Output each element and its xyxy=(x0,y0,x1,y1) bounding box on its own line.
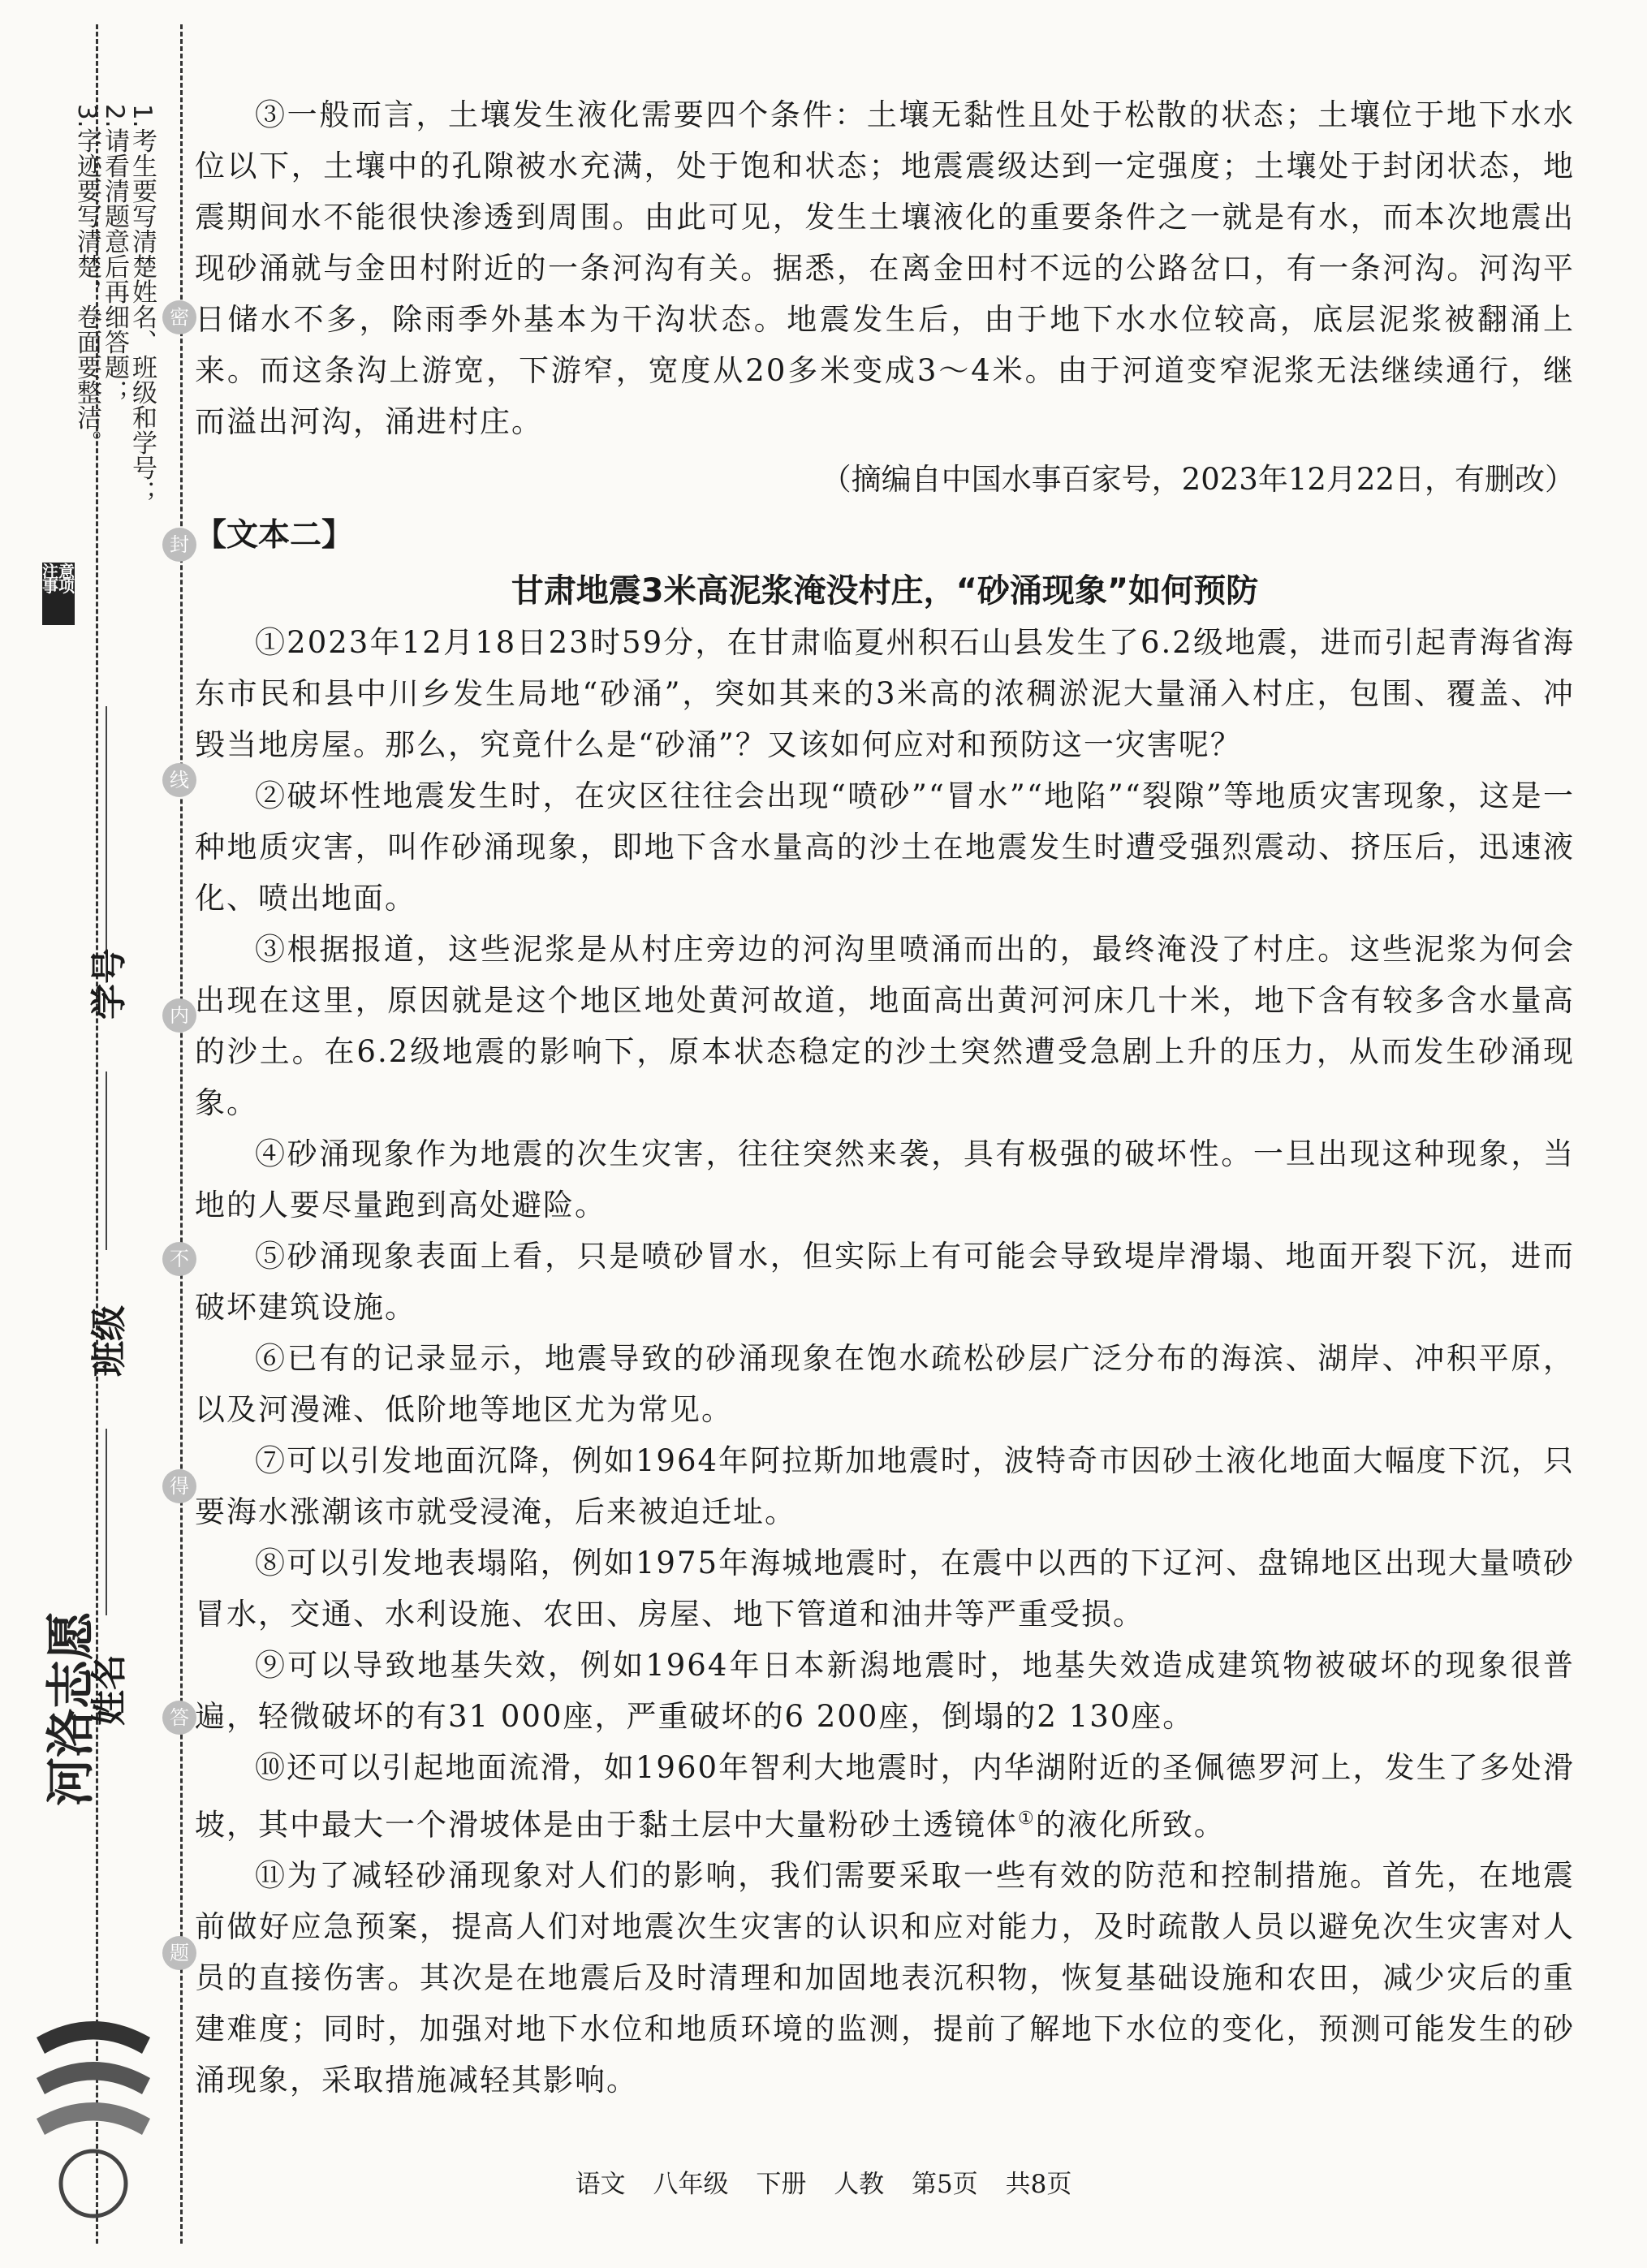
footer-edition: 人教 xyxy=(834,2170,885,2199)
seal-marker: 不 xyxy=(162,1242,196,1276)
footer-volume: 下册 xyxy=(756,2170,807,2199)
text1-source: （摘编自中国水事百家号，2023年12月22日，有删改） xyxy=(821,462,1575,497)
xingming-line xyxy=(106,1429,107,1615)
notice-text xyxy=(72,104,157,623)
seal-marker: 内 xyxy=(162,998,196,1033)
binding-margin xyxy=(0,0,191,2268)
footer-total: 共8页 xyxy=(1005,2170,1072,2199)
seal-marker: 答 xyxy=(162,1701,196,1735)
field-label-xuehao: 学号 xyxy=(88,948,130,1020)
xuehao-line xyxy=(106,706,107,958)
text1-paragraph-3: ③一般而言，土壤发生液化需要四个条件：土壤无黏性且处于松散的状态；土壤位于地下水水位以下，土壤中的孔隙被水充满，处于饱和状态；地震震级达到一定强度；土壤处于封闭状态，地震期间水不能很快渗透到周围。由此可见，发生土壤液化的重要条件之一就是有水，而本次地震出现砂涌就与金田村附近的一条河沟有关。据悉，在离金田村不远的公路岔口，有一条河沟。河沟平日储水不多，除雨季外基本为干沟状态。地震发生后，由于地下水水位较高，底层泥浆被翻涌上来。而这条沟上游宽，下游窄，宽度从20多米变成3～4米。由于河道变窄泥浆无法继续通行，继而溢出河沟，涌进村庄。 xyxy=(195,97,1575,439)
notice-item-1: 1.考生要写清楚姓名、班级和学号； xyxy=(127,104,157,506)
text2-paragraph-11: ⑪为了减轻砂涌现象对人们的影响，我们需要采取一些有效的防范和控制措施。首先，在地震前做好应急预案，提高人们对地震次生灾害的认识和应对能力，及时疏散人员以避免次生灾害对人员的直接伤害。其次是在地震后及时清理和加固地表沉积物，恢复基础设施和农田，减少灾后的重建难度；同时，加强对地下水位和地质环境的监测，提前了解地下水位的变化，预测可能发生的砂涌现象，采取措施减轻其影响。 xyxy=(195,1858,1575,2098)
text2-paragraph-10 xyxy=(195,1742,1575,1850)
p10-text-before: ⑩还可以引起地面流滑，如1960年智利大地震时，内华湖附近的圣佩德罗河上，发生了多处滑坡，其中最大一个滑坡体是由于黏土层中大量粉砂土透镜体 xyxy=(195,1750,1575,1843)
notice-box xyxy=(42,104,157,623)
notice-item-3: 3.字迹要写清楚，卷面要整洁。 xyxy=(72,104,101,455)
text2-paragraph-2: ②破坏性地震发生时，在灾区往往会出现“喷砂”“冒水”“地陷”“裂隙”等地质灾害现象，这是一种地质灾害，叫作砂涌现象，即地下含水量高的沙土在地震发生时遭受强烈震动、挤压后，迅速液化、喷出地面。 xyxy=(195,778,1575,916)
text2-paragraph-6: ⑥已有的记录显示，地震导致的砂涌现象在饱水疏松砂层广泛分布的海滨、湖岸、冲积平原，以及河漫滩、低阶地等地区尤为常见。 xyxy=(195,1341,1575,1427)
text2-paragraph-4: ④砂涌现象作为地震的次生灾害，往往突然来袭，具有极强的破坏性。一旦出现这种现象，当地的人要尽量跑到高处避险。 xyxy=(195,1136,1575,1222)
text2-title: 甘肃地震3米高泥浆淹没村庄，“砂涌现象”如何预防 xyxy=(511,572,1259,610)
footnote-marker: ① xyxy=(1018,1809,1036,1829)
seal-marker: 封 xyxy=(162,528,196,562)
brand-logo: 河洛志愿 xyxy=(43,1611,100,1806)
text2-paragraph-3: ③根据报道，这些泥浆是从村庄旁边的河沟里喷涌而出的，最终淹没了村庄。这些泥浆为何会出现在这里，原因就是这个地区地处黄河故道，地面高出黄河河床几十米，地下含有较多含水量高的沙土。在6.2级地震的影响下，原本状态稳定的沙土突然遭受急剧上升的压力，从而发生砂涌现象。 xyxy=(195,932,1575,1120)
footer-subject: 语文 xyxy=(575,2170,626,2199)
field-label-banji: 班级 xyxy=(88,1305,130,1377)
notice-item-2: 2.请看清题意后再细答题； xyxy=(100,104,129,405)
text2-paragraph-8: ⑧可以引发地表塌陷，例如1975年海城地震时，在震中以西的下辽河、盘锦地区出现大量喷砂冒水，交通、水利设施、农田、房屋、地下管道和油井等严重受损。 xyxy=(195,1546,1575,1632)
p10-text-after: 的液化所致。 xyxy=(1035,1807,1226,1843)
text2-paragraph-5: ⑤砂涌现象表面上看，只是喷砂冒水，但实际上有可能会导致堤岸滑塌、地面开裂下沉，进而破坏建筑设施。 xyxy=(195,1239,1575,1325)
page-footer xyxy=(0,2163,1647,2200)
main-content xyxy=(195,89,1575,2106)
notice-tag: 注意事项 xyxy=(42,563,75,625)
text2-paragraph-7: ⑦可以引发地面沉降，例如1964年阿拉斯加地震时，波特奇市因砂土液化地面大幅度下沉，只要海水涨潮该市就受浸淹，后来被迫迁址。 xyxy=(195,1443,1575,1529)
footer-page: 第5页 xyxy=(912,2170,978,2199)
footer-grade: 八年级 xyxy=(653,2170,729,2199)
seal-marker: 得 xyxy=(162,1469,196,1503)
text2-paragraph-1: ①2023年12月18日23时59分，在甘肃临夏州积石山县发生了6.2级地震，进而引起青海省海东市民和县中川乡发生局地“砂涌”，突如其来的3米高的浓稠淤泥大量涌入村庄，包围、覆盖、冲毁当地房屋。那么，究竟什么是“砂涌”？又该如何应对和预防这一灾害呢？ xyxy=(195,625,1575,762)
dashed-line-right xyxy=(180,24,183,2244)
text2-paragraph-9: ⑨可以导致地基失效，例如1964年日本新潟地震时，地基失效造成建筑物被破坏的现象很普遍，轻微破坏的有31 000座，严重破坏的6 200座，倒塌的2 130座。 xyxy=(195,1648,1575,1734)
seal-marker: 题 xyxy=(162,1936,196,1970)
seal-marker: 线 xyxy=(162,763,196,797)
field-label-xingming: 姓名 xyxy=(88,1654,130,1726)
banji-line xyxy=(106,1071,107,1250)
seal-marker: 密 xyxy=(162,300,196,334)
section-label-text2: 【文本二】 xyxy=(195,517,354,554)
